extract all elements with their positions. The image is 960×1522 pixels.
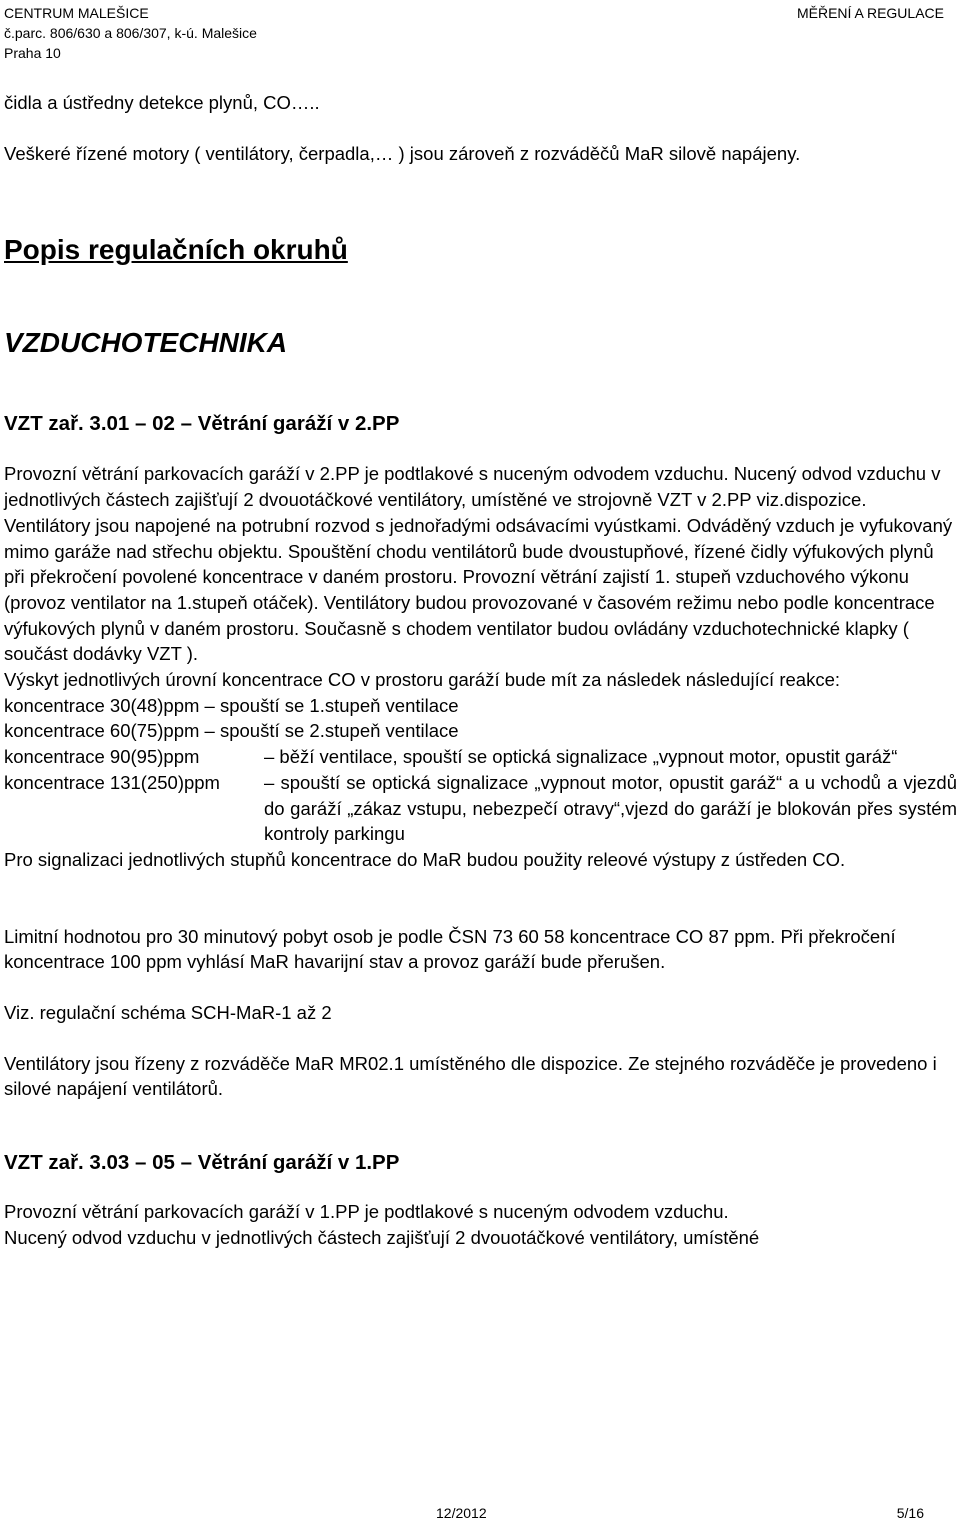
header-discipline: MĚŘENÍ A REGULACE xyxy=(796,5,944,21)
intro-paragraph-2: Veškeré řízené motory ( ventilátory, čerpadla,… ) jsou zároveň z rozváděčů MaR silově napájeny. xyxy=(4,142,801,164)
vzt2-line-1: Provozní větrání parkovacích garáží v 1.PP je podtlakové s nuceným odvodem vzduchu. xyxy=(4,1201,729,1223)
reaction-row-text: koncentrace 60(75)ppm – spouští se 2.stupeň ventilace xyxy=(4,720,459,742)
vzt1-title: VZT zař. 3.01 – 02 – Větrání garáží v 2.PP xyxy=(4,412,400,436)
vzt2-line-2: Nucený odvod vzduchu v jednotlivých částech zajišťují 2 dvouotáčkové ventilátory, umístěné xyxy=(4,1226,760,1248)
reaction-row xyxy=(4,718,957,744)
intro-paragraph-1: čidla a ústředny detekce plynů, CO….. xyxy=(4,92,320,113)
reaction-action: – spouští se optická signalizace „vypnout motor, opustit garáž“ a u vchodů a vjezdů do garáží „zákaz vstupu, nebezpečí otravy“,vjezd do garáží je blokován přes systém kontroly parkingu xyxy=(264,771,957,845)
header-parcel: č.parc. 806/630 a 806/307, k-ú. Malešice xyxy=(4,25,257,41)
vzt1-description: Provozní větrání parkovacích garáží v 2.PP je podtlakové s nuceným odvodem vzduchu. Nucený odvod vzduchu v jednotlivých částech zajišťují 2 dvouotáčkové ventilátory, umístěné ve strojovně VZT v 2.PP viz.dispozice. Ventilátory jsou napojené na potrubní rozvod s jednořadými odsávacími vyústkami. Odváděný vzduch je vyfukovaný mimo garáže nad střechu objektu. Spouštění chodu ventilátorů bude dvoustupňové, řízené čidly výfukových plynů při překročení povolené koncentrace v daném prostoru. Provozní větrání zajistí 1. stupeň vzduchového výkonu (provoz ventilator na 1.stupeň otáček). Ventilátory budou provozované v časovém režimu nebo podle koncentrace výfukových plynů v daném prostoru. Současně s chodem ventilator budou ovládány vzduchotechnické klapky ( součást dodávky VZT ). xyxy=(4,463,953,665)
vzt1-control: Ventilátory jsou řízeny z rozváděče MaR MR02.1 umístěného dle dispozice. Ze stejného rozváděče je provedeno i silové napájení ventilátorů. xyxy=(4,1052,937,1100)
section-title: Popis regulačních okruhů xyxy=(4,234,348,266)
vzt1-signalization: Pro signalizaci jednotlivých stupňů koncentrace do MaR budou použity releové výstupy z ústředen CO. xyxy=(4,848,846,870)
reaction-row xyxy=(4,770,957,847)
document-header-right xyxy=(797,3,944,23)
reaction-concentration: koncentrace 131(250)ppm xyxy=(4,771,220,793)
reaction-row-text: koncentrace 30(48)ppm – spouští se 1.stupeň ventilace xyxy=(4,694,459,716)
reaction-action: – běží ventilace, spouští se optická signalizace „vypnout motor, opustit garáž“ xyxy=(264,746,898,768)
reaction-concentration: koncentrace 90(95)ppm xyxy=(4,746,200,768)
reaction-row xyxy=(4,744,957,770)
footer-page-number: 5/16 xyxy=(896,1505,924,1521)
document-header-left xyxy=(4,3,257,63)
header-city: Praha 10 xyxy=(4,45,61,61)
vzt1-limit: Limitní hodnotou pro 30 minutový pobyt osob je podle ČSN 73 60 58 koncentrace CO 87 ppm. Při překročení koncentrace 100 ppm vyhlásí MaR havarijní stav a provoz garáží bude přerušen. xyxy=(4,925,896,973)
reaction-row xyxy=(4,693,957,719)
vzt1-reaction-intro: Výskyt jednotlivých úrovní koncentrace CO v prostoru garáží bude mít za následek následující reakce: xyxy=(4,669,840,691)
footer-date: 12/2012 xyxy=(436,1505,487,1521)
header-project-name: CENTRUM MALEŠICE xyxy=(4,5,149,21)
vzt1-schema-reference: Viz. regulační schéma SCH-MaR-1 až 2 xyxy=(4,1002,332,1024)
subsection-title: VZDUCHOTECHNIKA xyxy=(4,327,288,359)
vzt2-title: VZT zař. 3.03 – 05 – Větrání garáží v 1.PP xyxy=(4,1151,400,1175)
document-body xyxy=(4,90,957,1251)
